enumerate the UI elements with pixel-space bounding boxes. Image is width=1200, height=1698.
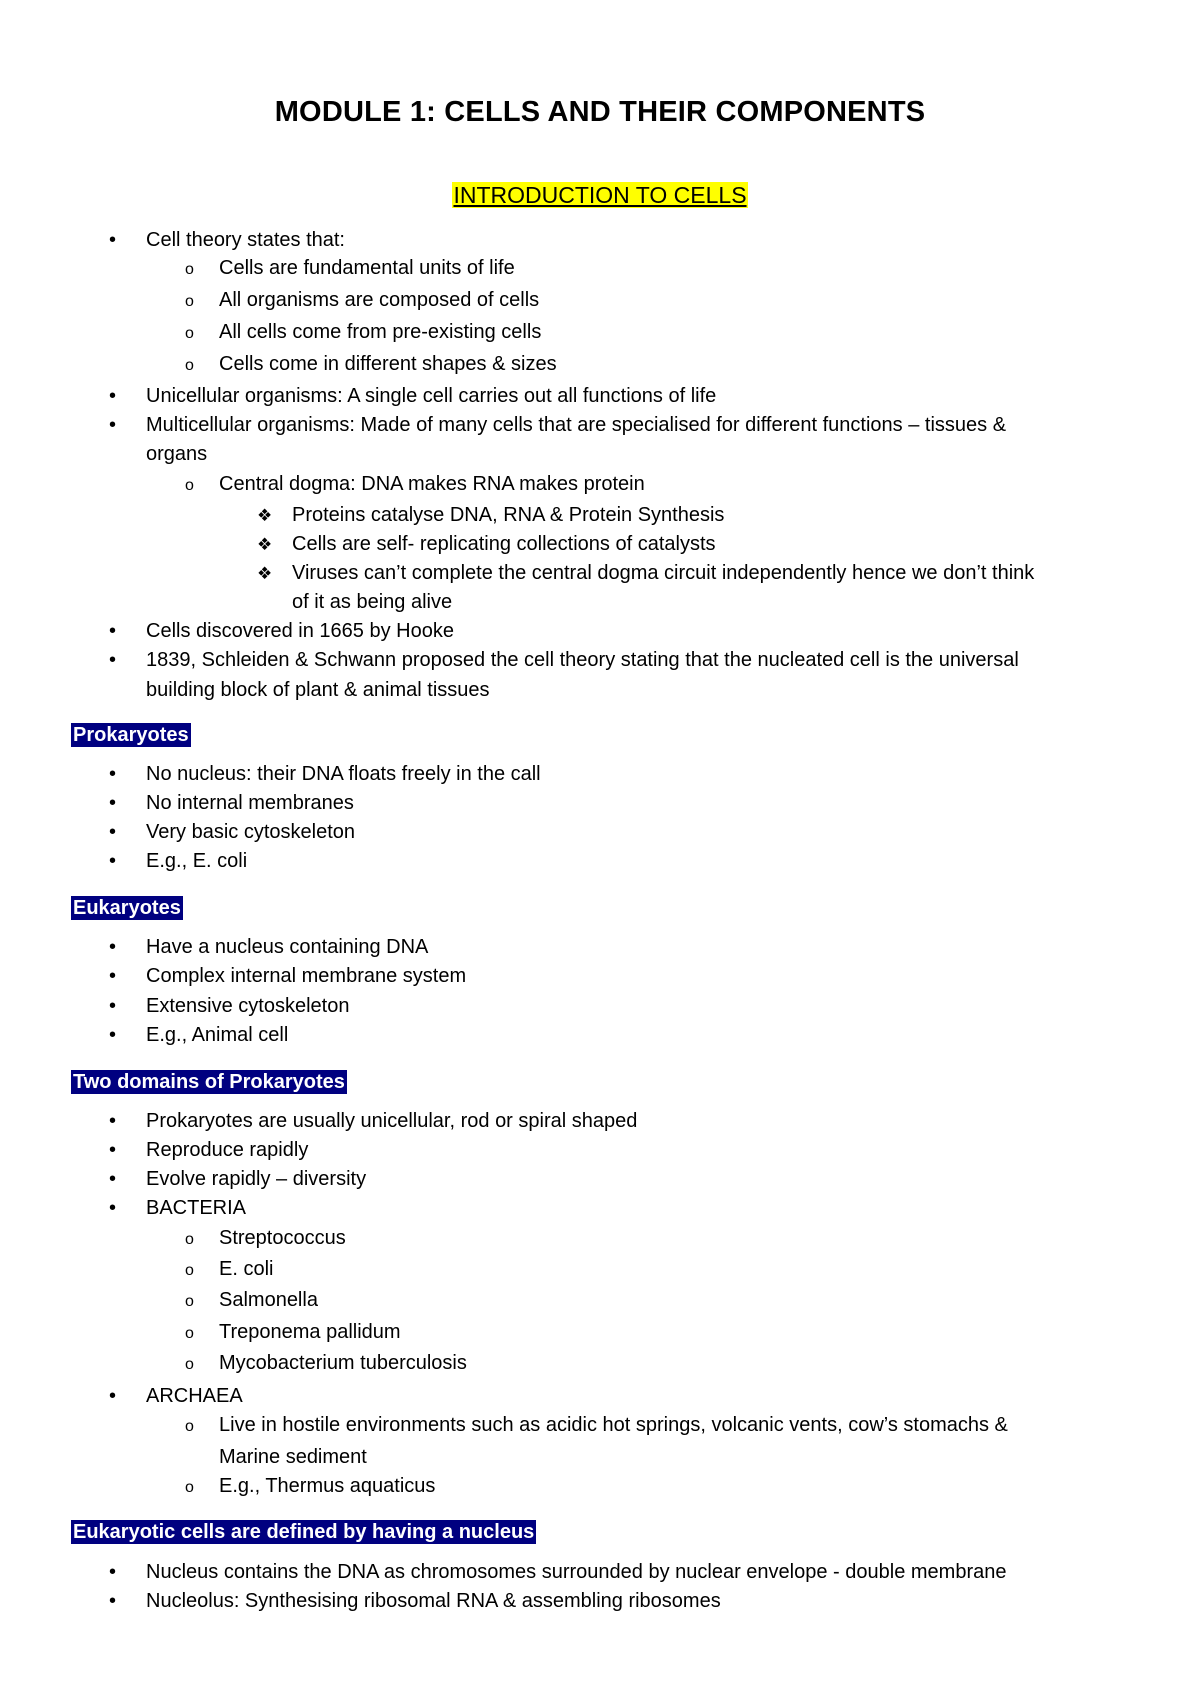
list-item: Prokaryotes are usually unicellular, rod or spiral shaped bbox=[146, 1110, 638, 1132]
circle-bullet-icon: o bbox=[185, 1293, 194, 1310]
list-item: 1839, Schleiden & Schwann proposed the cell theory stating that the nucleated cell is the universal bbox=[146, 649, 1019, 671]
bullet-icon: • bbox=[109, 965, 117, 987]
list-item: Multicellular organisms: Made of many cells that are specialised for different functions – tissues & bbox=[146, 414, 1007, 436]
sub-list-item: Live in hostile environments such as acidic hot springs, volcanic vents, cow’s stomachs & bbox=[219, 1414, 1008, 1436]
bullet-icon: • bbox=[109, 850, 117, 872]
bullet-icon: • bbox=[109, 936, 117, 958]
circle-bullet-icon: o bbox=[185, 1325, 194, 1342]
intro-heading bbox=[0, 182, 1200, 209]
list-item: Cell theory states that: bbox=[146, 229, 345, 251]
list-item: E.g., E. coli bbox=[146, 850, 248, 872]
list-item: E.g., Animal cell bbox=[146, 1024, 289, 1046]
list-item-continuation: organs bbox=[146, 443, 208, 465]
list-item: Complex internal membrane system bbox=[146, 965, 467, 987]
bullet-icon: • bbox=[109, 1197, 117, 1219]
section-heading-eukaryotes: Eukaryotes bbox=[73, 897, 181, 919]
bullet-icon: • bbox=[109, 763, 117, 785]
bullet-icon: • bbox=[109, 1024, 117, 1046]
bullet-icon: • bbox=[109, 792, 117, 814]
bullet-icon: • bbox=[109, 1385, 117, 1407]
circle-bullet-icon: o bbox=[185, 1231, 194, 1248]
list-item: Unicellular organisms: A single cell carries out all functions of life bbox=[146, 385, 717, 407]
intro-heading-text: INTRODUCTION TO CELLS bbox=[453, 182, 747, 208]
list-item: Evolve rapidly – diversity bbox=[146, 1168, 367, 1190]
sub-list-item: Cells are fundamental units of life bbox=[219, 257, 515, 279]
list-item: Extensive cytoskeleton bbox=[146, 995, 350, 1017]
sub-sub-list-item: Cells are self- replicating collections of catalysts bbox=[292, 533, 716, 555]
list-item: No nucleus: their DNA floats freely in the call bbox=[146, 763, 541, 785]
list-item: Have a nucleus containing DNA bbox=[146, 936, 429, 958]
circle-bullet-icon: o bbox=[185, 293, 194, 310]
list-item: Nucleus contains the DNA as chromosomes surrounded by nuclear envelope - double membrane bbox=[146, 1561, 1007, 1583]
sub-list-item: Central dogma: DNA makes RNA makes protein bbox=[219, 473, 645, 495]
bullet-icon: • bbox=[109, 649, 117, 671]
bullet-icon: • bbox=[109, 414, 117, 436]
circle-bullet-icon: o bbox=[185, 1418, 194, 1435]
list-item-continuation: building block of plant & animal tissues bbox=[146, 679, 490, 701]
section-heading-domains: Two domains of Prokaryotes bbox=[73, 1071, 345, 1093]
sub-list-item: E.g., Thermus aquaticus bbox=[219, 1475, 436, 1497]
bullet-icon: • bbox=[109, 995, 117, 1017]
circle-bullet-icon: o bbox=[185, 261, 194, 278]
bullet-icon: • bbox=[109, 229, 117, 251]
sub-list-item: E. coli bbox=[219, 1258, 274, 1280]
sub-list-item: Mycobacterium tuberculosis bbox=[219, 1352, 467, 1374]
list-item: Cells discovered in 1665 by Hooke bbox=[146, 620, 454, 642]
sub-sub-list-item: Proteins catalyse DNA, RNA & Protein Synthesis bbox=[292, 504, 725, 526]
circle-bullet-icon: o bbox=[185, 1479, 194, 1496]
circle-bullet-icon: o bbox=[185, 477, 194, 494]
bullet-icon: • bbox=[109, 385, 117, 407]
circle-bullet-icon: o bbox=[185, 357, 194, 374]
list-item: Nucleolus: Synthesising ribosomal RNA & assembling ribosomes bbox=[146, 1590, 721, 1612]
bullet-icon: • bbox=[109, 620, 117, 642]
sub-list-item: Salmonella bbox=[219, 1289, 318, 1311]
sub-list-continuation: Marine sediment bbox=[219, 1446, 367, 1468]
diamond-bullet-icon: ❖ bbox=[257, 535, 273, 554]
sub-list-item: Treponema pallidum bbox=[219, 1321, 401, 1343]
bullet-icon: • bbox=[109, 1561, 117, 1583]
section-heading-prokaryotes: Prokaryotes bbox=[73, 724, 189, 746]
list-item: No internal membranes bbox=[146, 792, 354, 814]
list-item: Reproduce rapidly bbox=[146, 1139, 309, 1161]
page-title: MODULE 1: CELLS AND THEIR COMPONENTS bbox=[274, 96, 926, 128]
bullet-icon: • bbox=[109, 1110, 117, 1132]
list-item: BACTERIA bbox=[146, 1197, 247, 1219]
circle-bullet-icon: o bbox=[185, 325, 194, 342]
bullet-icon: • bbox=[109, 1590, 117, 1612]
list-item: Very basic cytoskeleton bbox=[146, 821, 355, 843]
diamond-bullet-icon: ❖ bbox=[257, 506, 273, 525]
circle-bullet-icon: o bbox=[185, 1356, 194, 1373]
bullet-icon: • bbox=[109, 821, 117, 843]
sub-list-item: Cells come in different shapes & sizes bbox=[219, 353, 557, 375]
circle-bullet-icon: o bbox=[185, 1262, 194, 1279]
bullet-icon: • bbox=[109, 1139, 117, 1161]
sub-list-item: All organisms are composed of cells bbox=[219, 289, 540, 311]
sub-list-item: Streptococcus bbox=[219, 1227, 346, 1249]
section-heading-nucleus: Eukaryotic cells are defined by having a nucleus bbox=[73, 1521, 535, 1543]
bullet-icon: • bbox=[109, 1168, 117, 1190]
list-item: ARCHAEA bbox=[146, 1385, 243, 1407]
sub-sub-list-item: Viruses can’t complete the central dogma circuit independently hence we don’t think bbox=[292, 562, 1035, 584]
diamond-bullet-icon: ❖ bbox=[257, 564, 273, 583]
sub-list-item: All cells come from pre-existing cells bbox=[219, 321, 542, 343]
sub-sub-list-continuation: of it as being alive bbox=[292, 591, 453, 613]
